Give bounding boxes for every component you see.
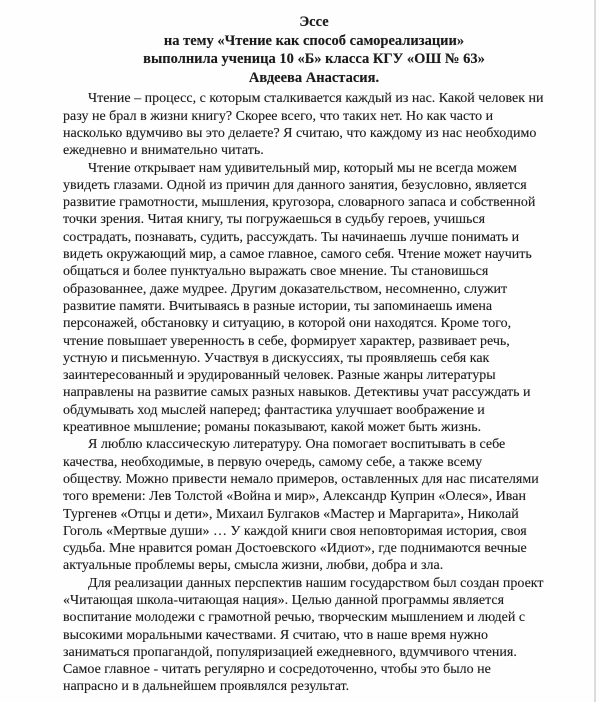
paragraph-line: точки зрения. Читая книгу, ты погружаешься в судьбу героев, учишься (63, 212, 486, 228)
paragraph-line: Чтение – процесс, с которым сталкивается каждый из нас. Какой человек ни (88, 91, 544, 107)
paragraph-line: напрасно и в дальнейшем проявлялся результат. (63, 679, 350, 695)
document-header (63, 13, 565, 87)
paragraph-line: разу не брал в жизни книгу? Скорее всего, что таких нет. Но как часто и (63, 108, 494, 124)
paragraph-line: качества, необходимые, в первую очередь, самому себе, а также всему (63, 454, 483, 470)
paragraph-line: Тургенев «Отцы и дети», Михаил Булгаков «Мастер и Маргарита», Николай (63, 506, 519, 522)
paragraph-line: образованнее, даже мудрее. Другим доказательством, несомненно, служит (63, 281, 508, 297)
paragraph-line: сострадать, познавать, судить, рассуждать. Ты начинаешь лучше понимать и (63, 229, 520, 245)
paragraph-line: насколько вдумчиво вы это делаете? Я считаю, что каждому из нас необходимо (63, 125, 537, 141)
paragraph-line: заинтересованный и эрудированный человек. Разные жанры литературы (63, 368, 496, 384)
paragraph-line: «Читающая школа-читающая нация». Целью данной программы является (63, 592, 505, 608)
paragraph-line: развитие грамотности, мышления, кругозора, словарного запаса и собственной (63, 195, 536, 211)
paragraph-line: увидеть глазами. Одной из причин для данного занятия, безусловно, является (63, 177, 527, 193)
document-byline: выполнила ученица 10 «Б» класса КГУ «ОШ № 63» (143, 51, 485, 68)
paragraph-line: Для реализации данных перспектив нашим государством был создан проект (88, 575, 544, 591)
essay-body (63, 90, 565, 695)
document-content (63, 13, 565, 696)
paragraph-line: креативное мышление; романы показывают, какой может быть жизнь. (63, 420, 482, 436)
document-author: Авдеева Анастасия. (248, 69, 380, 86)
paragraph-line: того времени: Лев Толстой «Война и мир», Александр Куприн «Олеся», Иван (63, 489, 526, 505)
paragraph-line: обдумывать ход мыслей наперед; фантастика улучшает воображение и (63, 402, 485, 418)
paragraph-line: Я люблю классическую литературу. Она помогает воспитывать в себе (88, 437, 506, 453)
paragraph-line: воспитание молодежи с грамотной речью, творческим мышлением и людей с (63, 610, 526, 626)
paragraph-line: ежедневно и внимательно читать. (63, 143, 264, 159)
document-subtitle: на тему «Чтение как способ самореализации» (163, 32, 465, 49)
paragraph (63, 575, 565, 696)
paragraph-line: актуальные проблемы веры, смысла жизни, любви, добра и зла. (63, 558, 444, 574)
paragraph-line: Самое главное - читать регулярно и сосредоточенно, чтобы это было не (63, 662, 491, 678)
paragraph-line: Гоголь «Мертвые души» … У каждой книги своя неповторимая история, своя (63, 523, 527, 539)
paragraph-line: видеть окружающий мир, а самое главное, самого себя. Чтение может научить (63, 247, 532, 263)
paragraph-line: общаться и более пунктуально выражать свое мнение. Ты становишься (63, 264, 489, 280)
paragraph (63, 90, 565, 159)
paragraph-line: направлены на развитие самых разных навыков. Детективы учат рассуждать и (63, 385, 531, 401)
paragraph-line: заниматься пропагандой, популяризацией ежедневного, вдумчивого чтения. (63, 644, 517, 660)
paragraph (63, 436, 565, 574)
paragraph (63, 160, 565, 437)
scan-edge-line (594, 0, 596, 702)
document-title: Эссе (299, 14, 329, 30)
paragraph-line: высокими моральными качествами. Я считаю, что в наше время нужно (63, 627, 489, 643)
paragraph-line: обществу. Можно привести немало примеров, оставленных для нас писателями (63, 471, 539, 487)
paragraph-line: устную и письменную. Участвуя в дискуссиях, ты проявляешь себя как (63, 350, 490, 366)
paragraph-line: Чтение открывает нам удивительный мир, который мы не всегда можем (88, 160, 517, 176)
paragraph-line: персонажей, обстановку и ситуацию, в которой они находятся. Кроме того, (63, 316, 512, 332)
paragraph-line: развитие памяти. Вчитываясь в разные истории, ты запоминаешь имена (63, 298, 493, 314)
paragraph-line: чтение повышает уверенность в себе, формирует характер, развивает речь, (63, 333, 510, 349)
paragraph-line: судьба. Мне нравится роман Достоевского «Идиот», где поднимаются вечные (63, 541, 527, 557)
